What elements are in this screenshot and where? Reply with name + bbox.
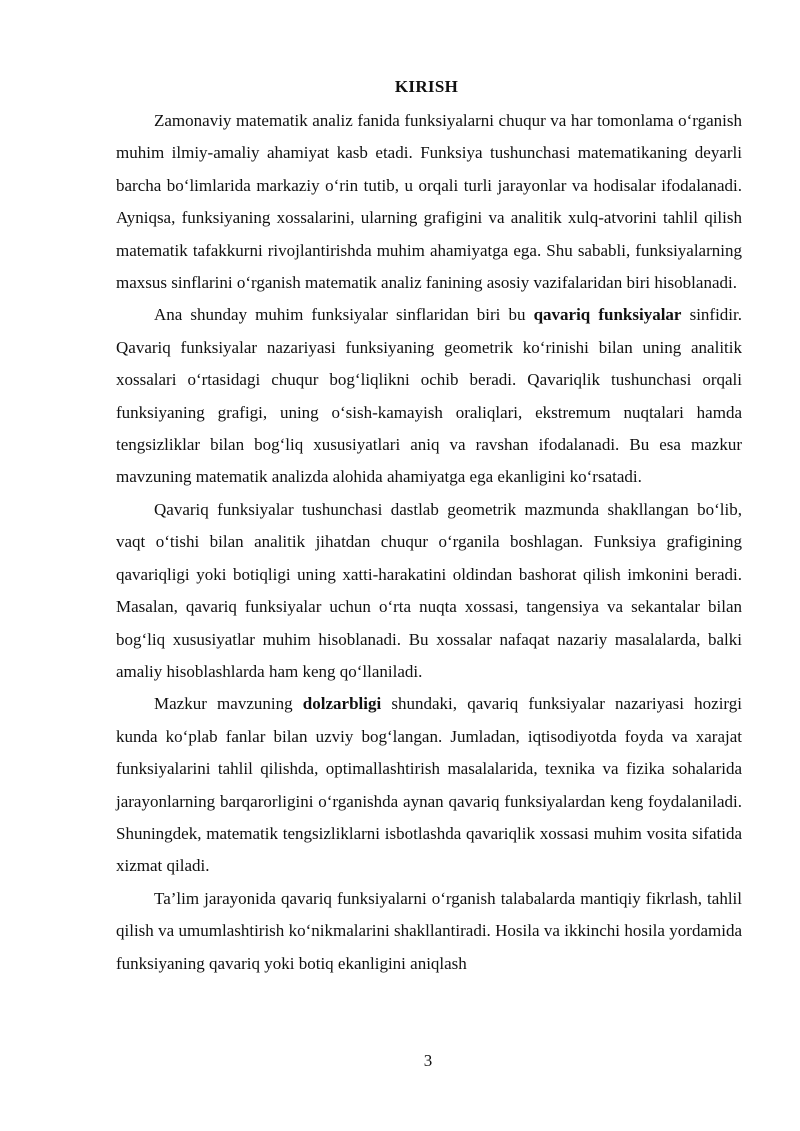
paragraph-4 — [116, 688, 742, 882]
paragraph-5-text: Ta’lim jarayonida qavariq funksiyalarni o‘rganish talabalarda mantiqiy fikrlash, tahlil qilish va umumlashtirish ko‘nikmalarini shakllantiradi. Hosila va ikkinchi hosila yordamida funksiyaning qavariq yoki botiq ekanligini aniqlash — [116, 888, 742, 973]
paragraph-2-text-end: sinfidir. Qavariq funksiyalar nazariyasi funksiyaning geometrik ko‘rinishi bilan uning analitik xossalari o‘rtasidagi chuqur bog‘liqlikni ochib beradi. Qavariqlik tushunchasi orqali funksiyaning grafigi, uning o‘sish-kamayish oraliqlari, ekstremum nuqtalari hamda tengsizliklar bilan bog‘liq xususiyatlari aniq va ravshan ifodalanadi. Bu esa mazkur mavzuning matematik analizda alohida ahamiyatga ega ekanligini ko‘rsatadi. — [116, 305, 742, 487]
paragraph-4-text-start: Mazkur mavzuning — [154, 694, 303, 714]
paragraph-1 — [116, 105, 742, 299]
paragraph-3 — [116, 494, 742, 688]
paragraph-4-text-end: shundaki, qavariq funksiyalar nazariyasi hozirgi kunda ko‘plab fanlar bilan uzviy bog‘langan. Jumladan, iqtisodiyotda foyda va xarajat funksiyalarini tahlil qilishda, optimallashtirish masalalarida, texnika va fizika sohalarida jarayonlarning barqarorligini o‘rganishda aynan qavariq funksiyalardan keng foydalaniladi. Shuningdek, matematik tengsizliklarni isbotlashda qavariqlik xossasi muhim vosita sifatida xizmat qiladi. — [116, 694, 742, 876]
body-text — [116, 105, 742, 980]
paragraph-2 — [116, 299, 742, 493]
paragraph-4-bold-term: dolzarbligi — [302, 694, 382, 714]
page-title: KIRISH — [394, 77, 459, 96]
paragraph-5 — [116, 883, 742, 980]
paragraph-3-text: Qavariq funksiyalar tushunchasi dastlab geometrik mazmunda shakllangan bo‘lib, vaqt o‘tishi bilan analitik jihatdan chuqur o‘rganila boshlagan. Funksiya grafigining qavariqligi yoki botiqligi uning xatti-harakatini oldindan bashorat qilish imkonini beradi. Masalan, qavariq funksiyalar uchun o‘rta nuqta xossasi, tangensiya va sekantalar bilan bog‘liq xususiyatlar muhim hisoblanadi. Bu xossalar nafaqat nazariy masalalarda, balki amaliy hisoblashlarda ham keng qo‘llaniladi. — [116, 499, 742, 681]
paragraph-2-bold-term: qavariq funksiyalar — [533, 305, 682, 325]
paragraph-1-text: Zamonaviy matematik analiz fanida funksiyalarni chuqur va har tomonlama o‘rganish muhim ilmiy-amaliy ahamiyat kasb etadi. Funksiya tushunchasi matematikaning deyarli barcha bo‘limlarida markaziy o‘rin tutib, u orqali turli jarayonlar va hodisalar ifodalanadi. Ayniqsa, funksiyaning xossalarini, ularning grafigini va analitik xulq-atvorini tahlil qilish matematik tafakkurni rivojlantirishda muhim ahamiyatga ega. Shu sababli, funksiyalarning maxsus sinflarini o‘rganish matematik analiz fanining asosiy vazifalaridan biri hisoblanadi. — [116, 111, 742, 293]
paragraph-2-text-start: Ana shunday muhim funksiyalar sinflaridan biri bu — [154, 305, 534, 325]
page-number: 3 — [423, 1051, 433, 1070]
